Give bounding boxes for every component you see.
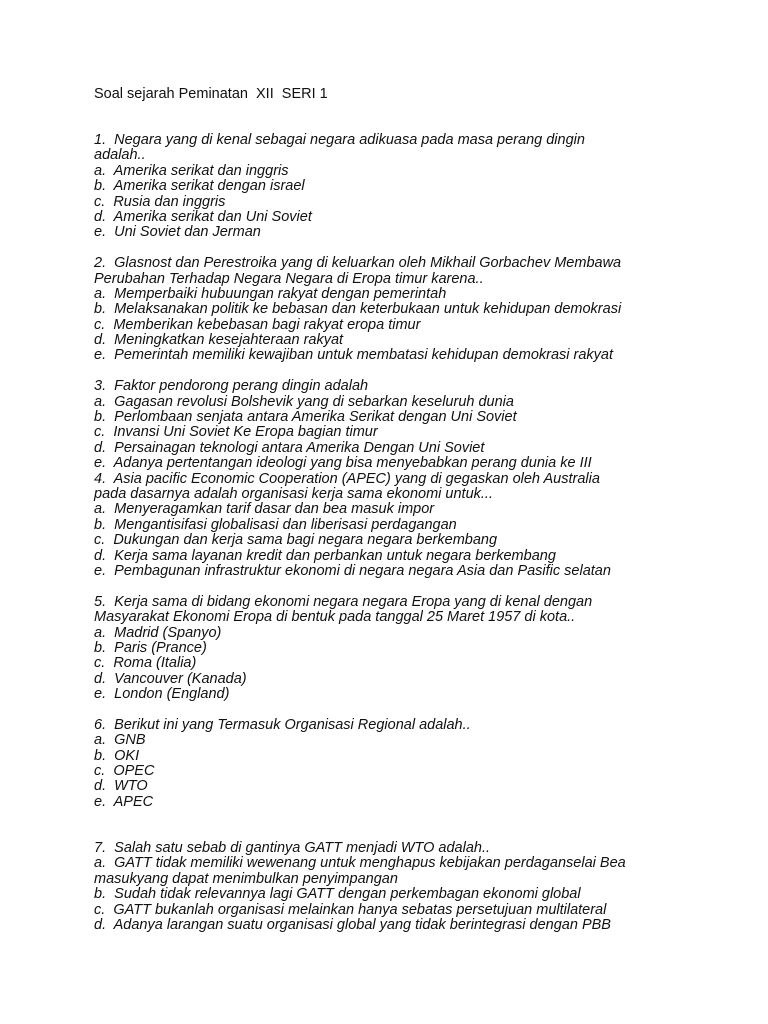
question-4 [94,472,754,580]
question-6-option-e: e. APEC [94,793,154,810]
question-7-option-c: c. GATT bukanlah organisasi melainkan hanya sebatas persetujuan multilateral [94,901,607,918]
question-5-text: 5. Kerja sama di bidang ekonomi negara negara Eropa yang di kenal dengan [94,593,593,610]
question-3-option-a: a. Gagasan revolusi Bolshevik yang di sebarkan keseluruh dunia [94,393,514,410]
question-6-option-a: a. GNB [94,732,146,749]
question-5-option-c: c. Roma (Italia) [94,655,197,672]
question-2-option-a: a. Memperbaiki hubuungan rakyat dengan pemerintah [94,285,447,302]
question-7-option-a: a. GATT tidak memiliki wewenang untuk menghapus kebijakan perdaganselai Bea [94,855,626,872]
question-1-option-e: e. Uni Soviet dan Jerman [94,224,261,241]
question-4-option-c: c. Dukungan dan kerja sama bagi negara negara berkembang [94,532,498,549]
question-5 [94,595,754,703]
question-7 [94,841,754,933]
question-1 [94,133,754,241]
question-5-option-b: b. Paris (Prance) [94,639,207,656]
question-3 [94,379,754,471]
question-6-text: 6. Berikut ini yang Termasuk Organisasi Regional adalah.. [94,716,471,733]
question-1-option-b: b. Amerika serikat dengan israel [94,178,305,195]
question-4-option-e: e. Pembagunan infrastruktur ekonomi di negara negara Asia dan Pasific selatan [94,562,611,579]
question-2-option-e: e. Pemerintah memiliki kewajiban untuk membatasi kehidupan demokrasi rakyat [94,347,614,364]
question-4-option-a: a. Menyeragamkan tarif dasar dan bea masuk impor [94,501,435,518]
question-2-option-b: b. Melaksanakan politik ke bebasan dan keterbukaan untuk kehidupan demokrasi [94,301,622,318]
question-1-option-d: d. Amerika serikat dan Uni Soviet [94,208,312,225]
question-4-option-d: d. Kerja sama layanan kredit dan perbankan untuk negara berkembang [94,547,556,564]
question-1-option-c: c. Rusia dan inggris [94,193,226,210]
question-7-option-b: b. Sudah tidak relevannya lagi GATT dengan perkembagan ekonomi global [94,886,581,903]
question-5-text-cont: Masyarakat Ekonomi Eropa di bentuk pada tanggal 25 Maret 1957 di kota.. [94,609,576,626]
question-7-option-a-cont: masukyang dapat menimbulkan penyimpangan [94,870,398,887]
question-5-option-d: d. Vancouver (Kanada) [94,670,247,687]
question-3-option-e: e. Adanya pertentangan ideologi yang bisa menyebabkan perang dunia ke III [94,455,592,472]
question-7-option-d: d. Adanya larangan suatu organisasi global yang tidak berintegrasi dengan PBB [94,916,611,933]
question-3-option-b: b. Perlombaan senjata antara Amerika Serikat dengan Uni Soviet [94,409,517,426]
question-2-option-d: d. Meningkatkan kesejahteraan rakyat [94,332,344,349]
question-4-option-b: b. Mengantisifasi globalisasi dan liberisasi perdagangan [94,516,457,533]
question-1-text-cont: adalah.. [94,147,146,164]
question-2-text: 2. Glasnost dan Perestroika yang di keluarkan oleh Mikhail Gorbachev Membawa [94,255,622,272]
question-6-option-b: b. OKI [94,747,140,764]
question-6-option-d: d. WTO [94,778,148,795]
question-3-option-d: d. Persainagan teknologi antara Amerika Dengan Uni Soviet [94,439,485,456]
question-2 [94,256,754,364]
question-4-text: 4. Asia pacific Economic Cooperation (APEC) yang di gegaskan oleh Australia [94,470,600,487]
question-list [94,133,754,933]
question-3-text: 3. Faktor pendorong perang dingin adalah [94,378,369,395]
document-title: Soal sejarah Peminatan XII SERI 1 [94,86,328,102]
question-1-text: 1. Negara yang di kenal sebagai negara adikuasa pada masa perang dingin [94,132,585,148]
question-2-text-cont: Perubahan Terhadap Negara Negara di Eropa timur karena.. [94,270,484,287]
question-6-option-c: c. OPEC [94,763,155,780]
question-6 [94,718,754,810]
question-5-option-e: e. London (England) [94,686,230,703]
question-7-text: 7. Salah satu sebab di gantinya GATT menjadi WTO adalah.. [94,839,491,856]
question-1-option-a: a. Amerika serikat dan inggris [94,162,289,179]
question-4-text-cont: pada dasarnya adalah organisasi kerja sama ekonomi untuk... [94,485,493,502]
question-5-option-a: a. Madrid (Spanyo) [94,624,222,641]
question-2-option-c: c. Memberikan kebebasan bagi rakyat eropa timur [94,316,421,333]
question-3-option-c: c. Invansi Uni Soviet Ke Eropa bagian timur [94,424,378,441]
